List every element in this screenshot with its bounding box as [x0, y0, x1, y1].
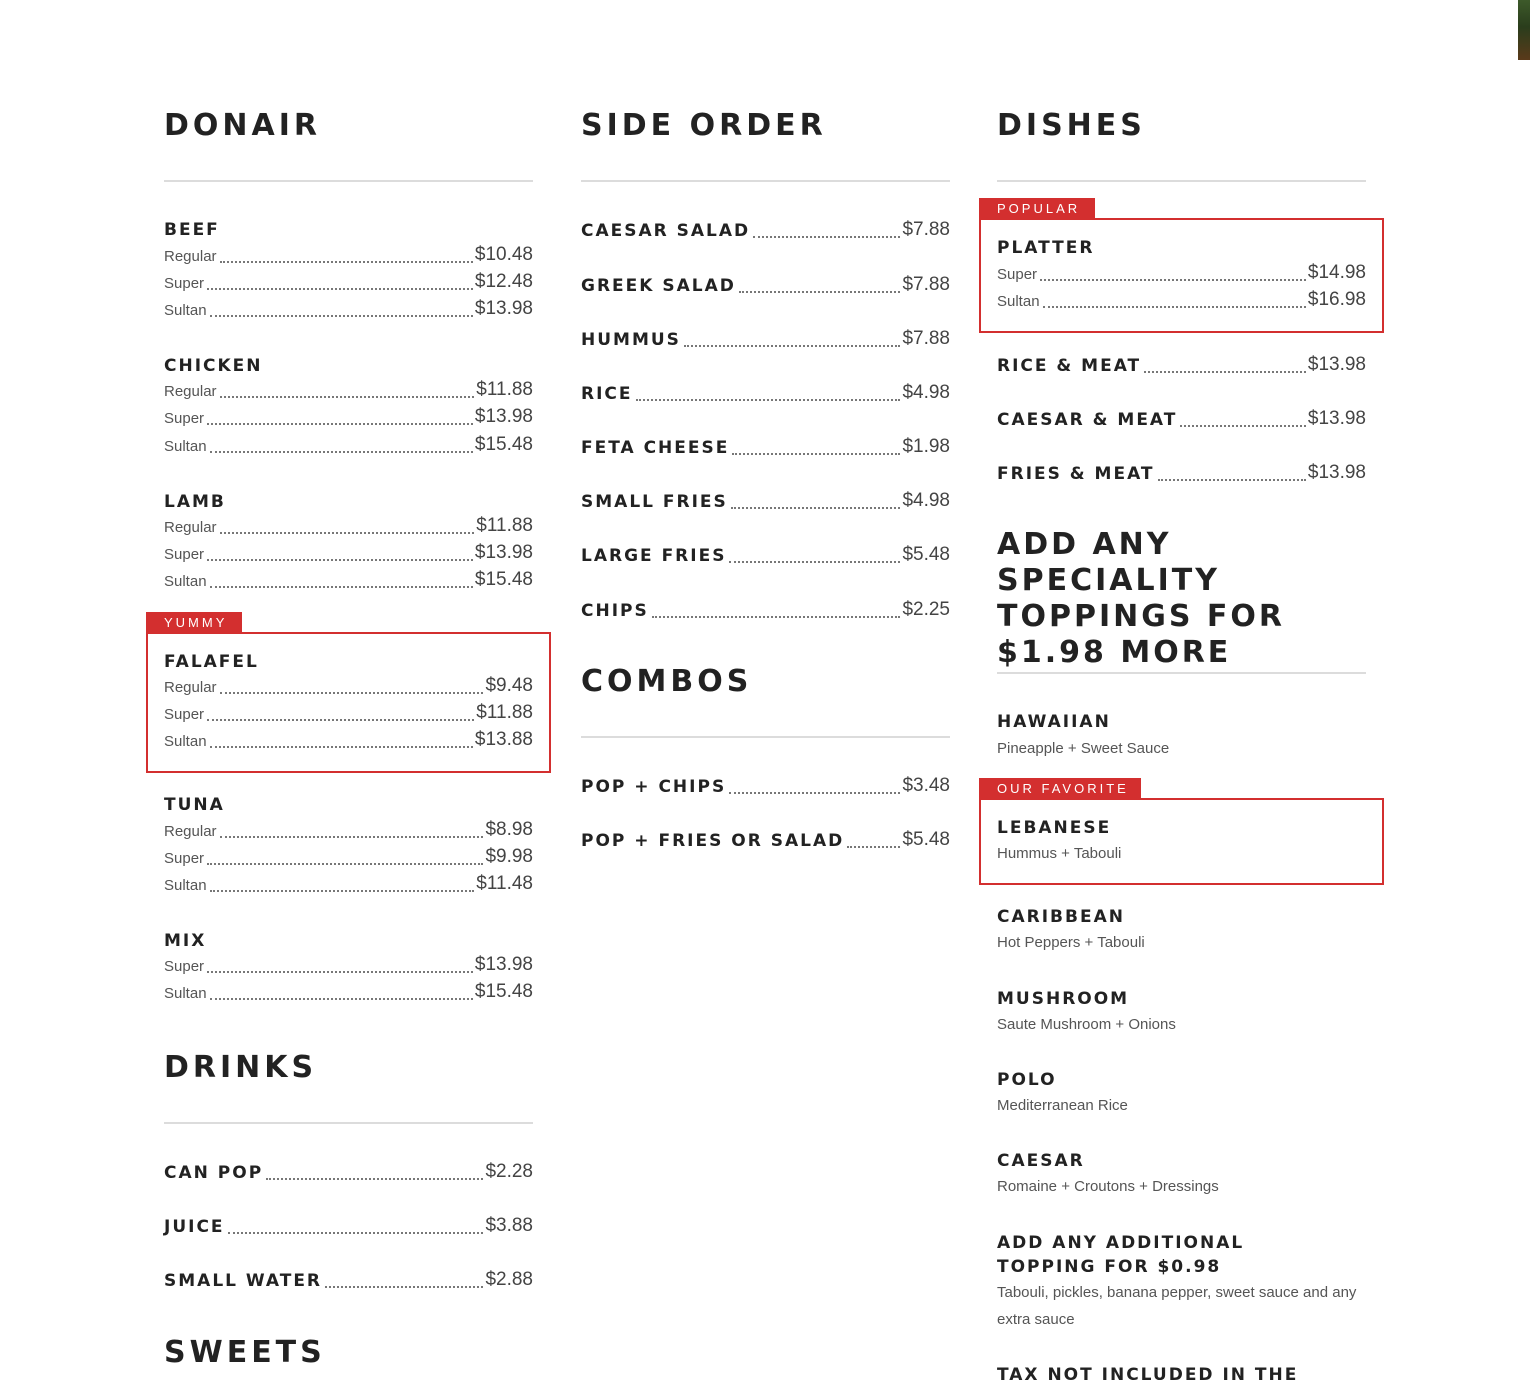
item-name: POP + FRIES OR SALAD: [581, 831, 845, 851]
additional-topping-line-2: TOPPING FOR $0.98: [997, 1257, 1222, 1277]
item-name-polo: POLO: [997, 1070, 1057, 1090]
dot-leader: [1144, 371, 1306, 373]
item-name: CAN POP: [164, 1163, 264, 1183]
section-title-donair: DONAIR: [164, 108, 321, 143]
section-title-drinks: DRINKS: [164, 1050, 318, 1085]
price: $7.88: [902, 328, 950, 349]
item-name-caribbean: CARIBBEAN: [997, 907, 1125, 927]
price-row: [164, 513, 533, 537]
divider: [997, 180, 1366, 182]
price: $11.48: [476, 873, 533, 894]
item-name-mix: MIX: [164, 931, 207, 951]
price: $13.98: [474, 298, 533, 319]
price: $15.48: [474, 981, 533, 1002]
price: $2.88: [485, 1269, 533, 1290]
divider: [164, 180, 533, 182]
price: $9.48: [485, 675, 533, 696]
item-description: Mediterranean Rice: [997, 1097, 1128, 1114]
dot-leader: [739, 291, 901, 293]
price-row: [164, 844, 533, 868]
size-label: Sultan: [164, 438, 207, 455]
section-title-dishes: DISHES: [997, 108, 1146, 143]
dot-leader: [210, 451, 473, 453]
item-name-falafel: FALAFEL: [164, 652, 259, 672]
price: $4.98: [902, 382, 950, 403]
size-label: Super: [997, 266, 1038, 283]
item-name: HUMMUS: [581, 330, 681, 350]
dot-leader: [207, 288, 473, 290]
dot-leader: [732, 453, 900, 455]
dot-leader: [207, 719, 474, 721]
price-row: [164, 296, 533, 320]
dot-leader: [753, 236, 900, 238]
size-label: Super: [164, 706, 205, 723]
price: $14.98: [1307, 262, 1366, 283]
size-label: Regular: [164, 823, 217, 840]
price: $13.88: [474, 729, 533, 750]
size-label: Regular: [164, 248, 217, 265]
size-label: Sultan: [164, 733, 207, 750]
price: $5.48: [902, 544, 950, 565]
price-row: [164, 540, 533, 564]
item-description: Hummus + Tabouli: [997, 845, 1122, 862]
item-name-platter: PLATTER: [997, 238, 1095, 258]
section-title-side-order: SIDE ORDER: [581, 108, 827, 143]
price: $5.48: [902, 829, 950, 850]
price: $15.48: [474, 434, 533, 455]
dot-leader: [207, 423, 473, 425]
item-name: SMALL FRIES: [581, 492, 728, 512]
item-name: RICE: [581, 384, 633, 404]
size-label: Super: [164, 546, 205, 563]
dot-leader: [636, 399, 901, 401]
size-label: Super: [164, 410, 205, 427]
menu-item-row: [581, 488, 950, 512]
price: $13.98: [1307, 408, 1366, 429]
size-label: Sultan: [164, 302, 207, 319]
size-label: Super: [164, 275, 205, 292]
menu-item-row: [164, 1267, 533, 1291]
size-label: Sultan: [164, 877, 207, 894]
dot-leader: [266, 1178, 483, 1180]
dot-leader: [220, 396, 475, 398]
item-name: CHIPS: [581, 601, 649, 621]
price: $10.48: [474, 244, 533, 265]
item-name: LARGE FRIES: [581, 546, 727, 566]
item-name: SMALL WATER: [164, 1271, 323, 1291]
dot-leader: [210, 586, 473, 588]
price: $16.98: [1307, 289, 1366, 310]
dot-leader: [1043, 306, 1306, 308]
size-label: Sultan: [997, 293, 1040, 310]
section-title-sweets: SWEETS: [164, 1335, 326, 1370]
price: $12.48: [474, 271, 533, 292]
dot-leader: [652, 616, 901, 618]
item-name-lamb: LAMB: [164, 492, 226, 512]
additional-topping-description: Tabouli, pickles, banana pepper, sweet sauce and any extra sauce: [997, 1284, 1357, 1328]
price: $4.98: [902, 490, 950, 511]
price: $1.98: [902, 436, 950, 457]
price: $13.98: [1307, 462, 1366, 483]
dot-leader: [210, 746, 473, 748]
size-label: Regular: [164, 519, 217, 536]
item-name-hawaiian: HAWAIIAN: [997, 712, 1111, 732]
dot-leader: [220, 692, 484, 694]
price-row: [997, 287, 1366, 311]
price: $8.98: [485, 819, 533, 840]
dot-leader: [684, 345, 901, 347]
menu-item-row: [164, 1159, 533, 1183]
divider: [581, 180, 950, 182]
price: $13.98: [474, 542, 533, 563]
menu-item-row: [581, 542, 950, 566]
divider: [997, 672, 1366, 674]
dot-leader: [1180, 425, 1306, 427]
price-row: [164, 673, 533, 697]
dot-leader: [207, 971, 473, 973]
additional-topping-line-1: ADD ANY ADDITIONAL: [997, 1233, 1245, 1253]
dot-leader: [220, 836, 484, 838]
divider: [581, 736, 950, 738]
menu-item-row: [581, 326, 950, 350]
price-row: [164, 952, 533, 976]
dot-leader: [210, 998, 473, 1000]
price: $7.88: [902, 219, 950, 240]
menu-item-row: [581, 827, 950, 851]
item-name: CAESAR & MEAT: [997, 410, 1178, 430]
item-name: FRIES & MEAT: [997, 464, 1155, 484]
section-title-combos: COMBOS: [581, 664, 753, 699]
item-name-chicken: CHICKEN: [164, 356, 263, 376]
price: $11.88: [476, 379, 533, 400]
dot-leader: [1040, 279, 1306, 281]
price: $11.88: [476, 515, 533, 536]
price-row: [164, 269, 533, 293]
dot-leader: [207, 559, 473, 561]
dot-leader: [207, 863, 483, 865]
section-title-speciality-toppings: ADD ANY SPECIALITY TOPPINGS FOR $1.98 MORE: [997, 527, 1285, 670]
dot-leader: [729, 792, 900, 794]
menu-item-row: [581, 773, 950, 797]
dot-leader: [220, 532, 475, 534]
price: $9.98: [485, 846, 533, 867]
item-description: Romaine + Croutons + Dressings: [997, 1178, 1219, 1195]
price: $13.98: [474, 954, 533, 975]
size-label: Regular: [164, 383, 217, 400]
item-description: Pineapple + Sweet Sauce: [997, 740, 1170, 757]
size-label: Sultan: [164, 985, 207, 1002]
price: $3.48: [902, 775, 950, 796]
tax-note: TAX NOT INCLUDED IN THE: [997, 1365, 1299, 1385]
dot-leader: [731, 507, 901, 509]
price-row: [164, 727, 533, 751]
divider: [164, 1122, 533, 1124]
price-row: [164, 377, 533, 401]
menu-item-row: [997, 352, 1366, 376]
item-name: JUICE: [164, 1217, 225, 1237]
item-description: Hot Peppers + Tabouli: [997, 934, 1145, 951]
size-label: Regular: [164, 679, 217, 696]
item-name-mushroom: MUSHROOM: [997, 989, 1130, 1009]
item-name-lebanese: LEBANESE: [997, 818, 1112, 838]
dot-leader: [847, 846, 900, 848]
item-name: CAESAR SALAD: [581, 221, 751, 241]
item-name-caesar: CAESAR: [997, 1151, 1085, 1171]
price: $15.48: [474, 569, 533, 590]
price-row: [164, 979, 533, 1003]
price-row: [164, 404, 533, 428]
price: $3.88: [485, 1215, 533, 1236]
dot-leader: [220, 261, 473, 263]
size-label: Super: [164, 850, 205, 867]
dot-leader: [1158, 479, 1306, 481]
item-name: POP + CHIPS: [581, 777, 727, 797]
price-row: [164, 817, 533, 841]
item-name-beef: BEEF: [164, 220, 220, 240]
dot-leader: [210, 315, 473, 317]
highlight-tag-yummy: YUMMY: [146, 612, 242, 634]
price: $7.88: [902, 274, 950, 295]
menu-item-row: [997, 406, 1366, 430]
item-name: RICE & MEAT: [997, 356, 1142, 376]
price: $13.98: [1307, 354, 1366, 375]
price-row: [997, 260, 1366, 284]
dot-leader: [228, 1232, 484, 1234]
menu-item-row: [581, 272, 950, 296]
item-description: Saute Mushroom + Onions: [997, 1016, 1176, 1033]
menu-item-row: [581, 380, 950, 404]
menu-item-row: [581, 434, 950, 458]
menu-item-row: [164, 1213, 533, 1237]
dot-leader: [210, 890, 475, 892]
highlight-tag-popular: POPULAR: [979, 198, 1095, 220]
size-label: Super: [164, 958, 205, 975]
price: $2.25: [902, 599, 950, 620]
dot-leader: [325, 1286, 483, 1288]
highlight-tag-our-favorite: OUR FAVORITE: [979, 778, 1141, 800]
price-row: [164, 432, 533, 456]
price-row: [164, 700, 533, 724]
item-name: FETA CHEESE: [581, 438, 730, 458]
corner-photo: [1518, 0, 1530, 60]
price: $13.98: [474, 406, 533, 427]
price-row: [164, 567, 533, 591]
item-name: GREEK SALAD: [581, 276, 736, 296]
price: $2.28: [485, 1161, 533, 1182]
menu-item-row: [997, 460, 1366, 484]
price: $11.88: [476, 702, 533, 723]
menu-item-row: [581, 217, 950, 241]
size-label: Sultan: [164, 573, 207, 590]
menu-item-row: [581, 597, 950, 621]
item-name-tuna: TUNA: [164, 795, 225, 815]
dot-leader: [729, 561, 900, 563]
price-row: [164, 242, 533, 266]
price-row: [164, 871, 533, 895]
